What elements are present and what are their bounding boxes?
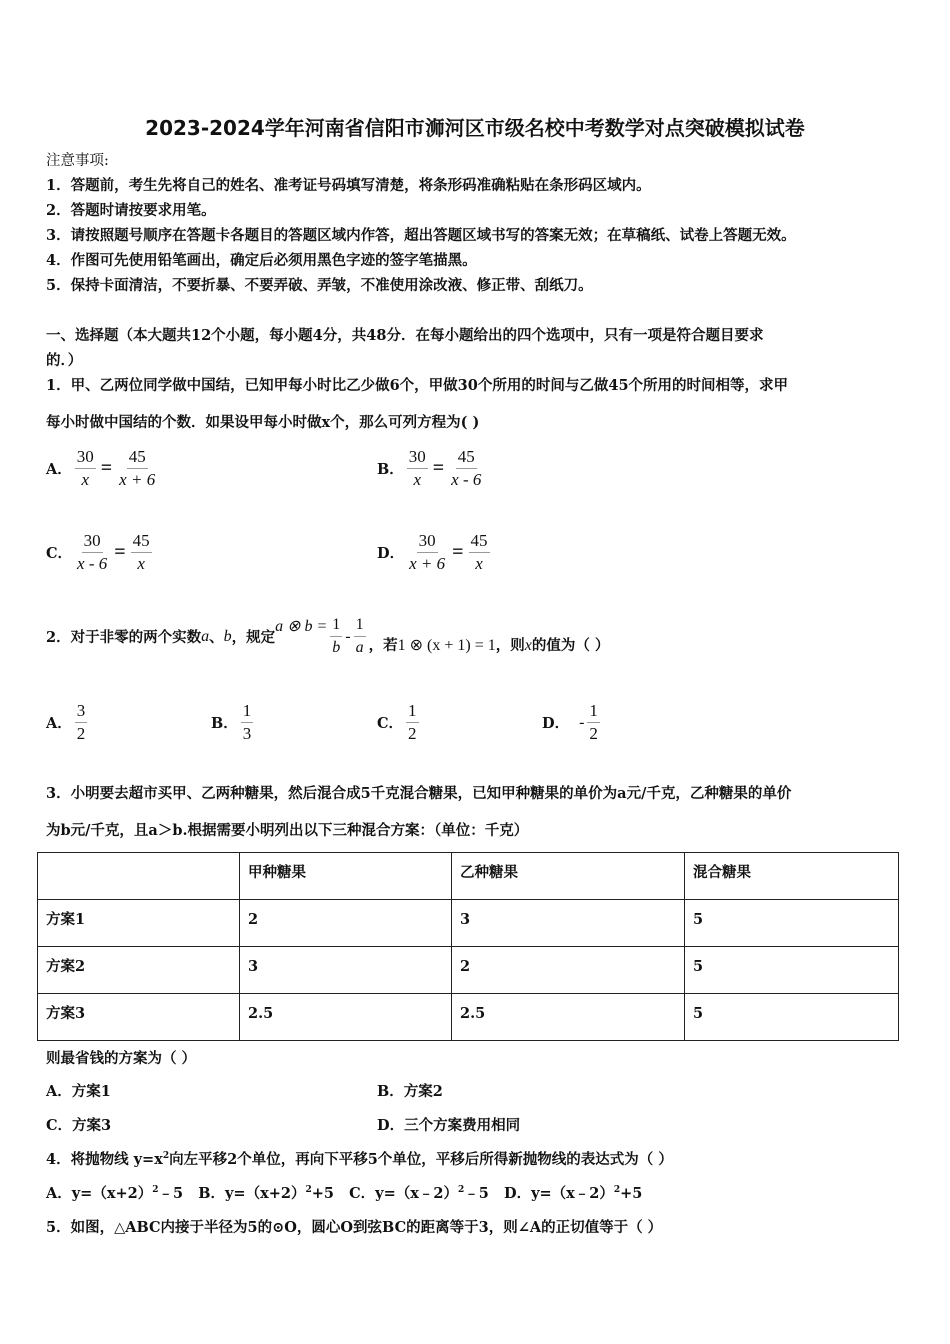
- equals: =: [114, 541, 126, 563]
- note-item: 4．作图可先使用铅笔画出，确定后必须用黑色字迹的签字笔描黑。: [46, 252, 477, 269]
- table-cell: 2.5: [240, 994, 452, 1041]
- equals: =: [100, 457, 113, 479]
- option-label: C．: [46, 545, 73, 562]
- fraction: $\frac{30}{x - 6}$: [77, 531, 108, 573]
- fraction: $\frac{1}{a}$: [355, 616, 364, 656]
- q1-option-d[interactable]: [377, 530, 493, 575]
- table-header-row: [38, 853, 899, 900]
- page-title: 2023-2024学年河南省信阳市浉河区市级名校中考数学对点突破模拟试卷: [145, 116, 805, 140]
- q4-options: [46, 1184, 642, 1204]
- option-label: A．: [46, 461, 72, 478]
- notes-heading: 注意事项:: [46, 153, 109, 169]
- table-header: 混合糖果: [685, 853, 899, 900]
- q4-option-b[interactable]: B．$y=(x+2)^2+5$: [198, 1185, 334, 1202]
- table-cell: 方案3: [38, 994, 240, 1041]
- q1-text-cont: 每小时做中国结的个数．如果设甲每小时做x个，那么可列方程为( ): [46, 414, 480, 431]
- table-header: 甲种糖果: [240, 853, 452, 900]
- fraction: $\frac{3}{2}$: [76, 701, 86, 743]
- table-cell: 3: [240, 947, 452, 994]
- table-cell: 5: [685, 994, 899, 1041]
- table-cell: 3: [452, 900, 685, 947]
- q1-option-b[interactable]: [377, 446, 486, 491]
- table-cell: 方案2: [38, 947, 240, 994]
- q1-text: 1．甲、乙两位同学做中国结，已知甲每小时比乙少做6个，甲做30个所用的时间与乙做45个所用的时间相等，求甲: [46, 377, 789, 394]
- q3-text-cont: 为b元/千克，且a＞b.根据需要小明列出以下三种混合方案：（单位：千克）: [46, 822, 529, 839]
- section-heading-cont: 的．）: [46, 352, 83, 369]
- fraction: $\frac{1}{2}$: [408, 701, 417, 743]
- table-cell: 2: [452, 947, 685, 994]
- fraction: $\frac{1}{b}$: [332, 616, 341, 656]
- note-item: 5．保持卡面清洁，不要折暴、不要弄破、弄皱，不准使用涂改液、修正带、刮纸刀。: [46, 277, 593, 294]
- table-row: [38, 900, 899, 947]
- q1-option-a[interactable]: [46, 446, 160, 491]
- definition-lhs: a ⊗ b =: [275, 618, 328, 635]
- q2-option-c[interactable]: C． $\frac{1}{2}$: [377, 701, 417, 743]
- note-item: 1．答题前，考生先将自己的姓名、准考证号码填写清楚，将条形码准确粘贴在条形码区域内。: [46, 177, 651, 194]
- note-item: 2．答题时请按要求用笔。: [46, 202, 216, 219]
- fraction: $\frac{1}{3}$: [242, 701, 252, 743]
- fraction: $\frac{1}{2}$: [589, 701, 598, 743]
- equals: =: [432, 457, 445, 479]
- table-cell: 2.5: [452, 994, 685, 1041]
- equals: =: [452, 541, 464, 563]
- section-heading: 一、选择题（本大题共12个小题，每小题4分，共48分．在每小题给出的四个选项中，只有一项是符合题目要求: [46, 327, 764, 344]
- table-cell: 5: [685, 947, 899, 994]
- q2-option-d[interactable]: D． - $\frac{1}{2}$: [542, 701, 598, 743]
- q3-question: 则最省钱的方案为（ ）: [46, 1050, 197, 1067]
- q5-text: 5．如图，△ABC内接于半径为5的⊙O，圆心O到弦BC的距离等于3，则∠A的正切值等于（ ）: [46, 1219, 663, 1236]
- q3-text: 3．小明要去超市买甲、乙两种糖果，然后混合成5千克混合糖果，已知甲种糖果的单价为a元/千克，乙种糖果的单价: [46, 785, 792, 802]
- condition: 1 ⊗ (x + 1) = 1: [397, 637, 496, 654]
- q4-text: 4．将抛物线 $y=x^2$向左平移2个单位，再向下平移5个单位，平移后所得新抛物线的表达式为（ ）: [46, 1151, 673, 1168]
- q1-option-c[interactable]: [46, 530, 155, 575]
- note-item: 3．请按照题号顺序在答题卡各题目的答题区域内作答，超出答题区域书写的答案无效；在草稿纸、试卷上答题无效。: [46, 227, 796, 244]
- q4-option-d[interactable]: D．y=（x﹣2）$^2$+5: [504, 1185, 643, 1202]
- table-header: 乙种糖果: [452, 853, 685, 900]
- q3-table: [37, 852, 899, 1041]
- q2-option-a[interactable]: A． $\frac{3}{2}$: [46, 701, 86, 743]
- fraction: $\frac{30}{x + 6}$: [409, 531, 446, 573]
- q4-option-c[interactable]: C．y=（x﹣2）$^2$﹣5: [349, 1185, 489, 1202]
- fraction: $\frac{45}{x + 6}$: [119, 447, 156, 489]
- fraction: $\frac{45}{x - 6}$: [451, 447, 482, 489]
- table-cell: 2: [240, 900, 452, 947]
- fraction: $\frac{45}{x}$: [470, 531, 488, 573]
- table-row: [38, 947, 899, 994]
- q2-option-b[interactable]: B． $\frac{1}{3}$: [211, 701, 252, 743]
- q2-text: 2．对于非零的两个实数 a 、 b ，规定 a ⊗ b = $\frac{1}{b}$ - $\frac{1}{a}$ ，若 1 ⊗ (x + 1) = 1 ，则 x 的值为（ ）: [46, 614, 609, 659]
- fraction: $\frac{30}{x}$: [76, 447, 94, 489]
- fraction: $\frac{45}{x}$: [132, 531, 150, 573]
- q4-option-a[interactable]: A．$y=(x+2)^2﹣5$: [46, 1185, 184, 1202]
- q3-option-b[interactable]: B．方案2: [377, 1083, 443, 1100]
- fraction: $\frac{30}{x}$: [408, 447, 426, 489]
- q3-option-c[interactable]: C．方案3: [46, 1117, 112, 1134]
- table-row: [38, 994, 899, 1041]
- table-cell: 5: [685, 900, 899, 947]
- table-cell: 方案1: [38, 900, 240, 947]
- q3-option-a[interactable]: A．方案1: [46, 1083, 111, 1100]
- table-header: [38, 853, 240, 900]
- option-label: B．: [377, 461, 404, 478]
- q3-option-d[interactable]: D．三个方案费用相同: [377, 1117, 521, 1134]
- option-label: D．: [377, 545, 405, 562]
